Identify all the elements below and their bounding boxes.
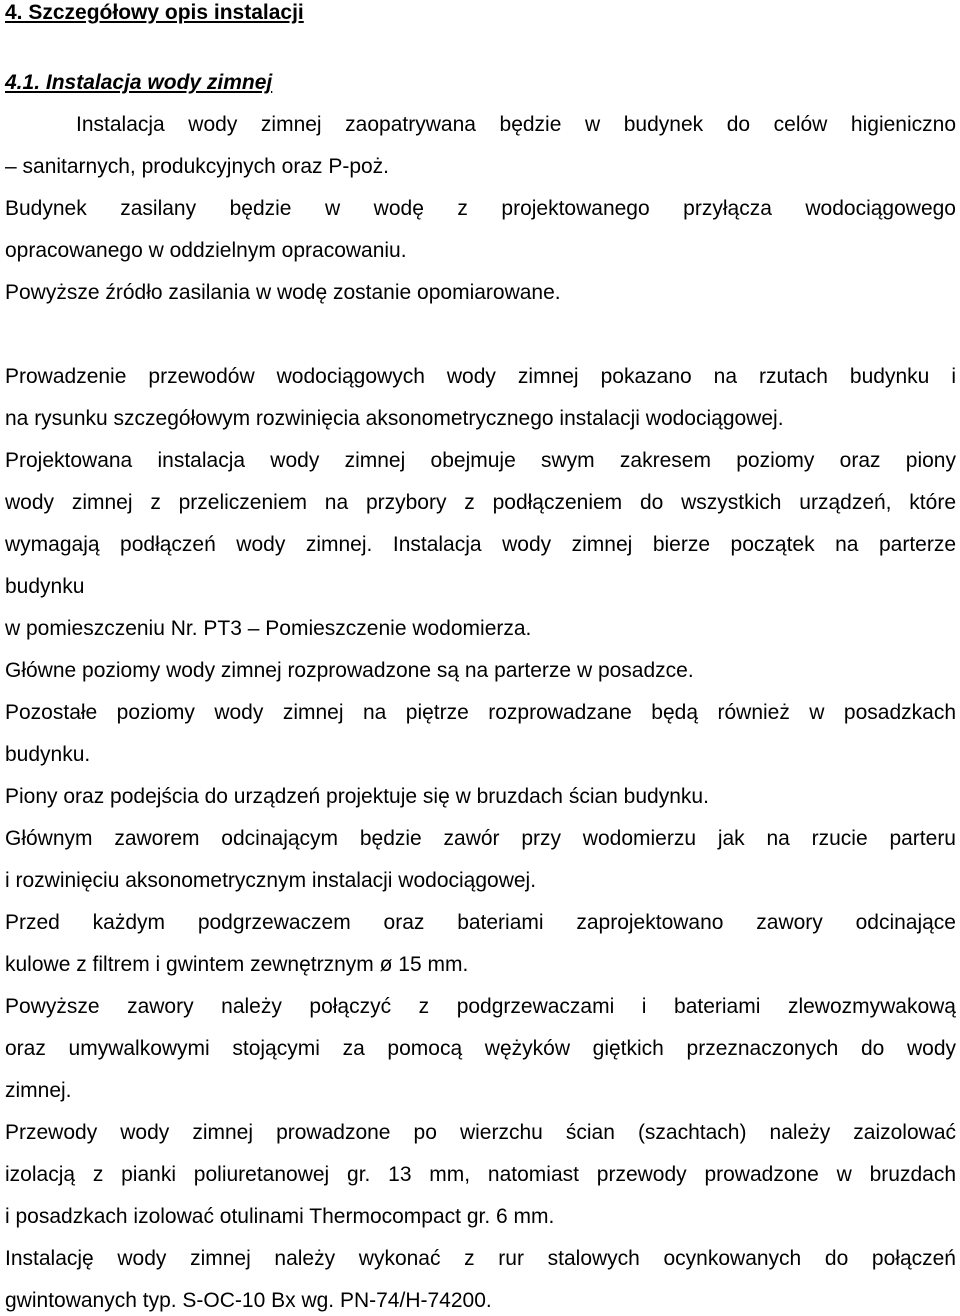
- paragraph-line: oraz umywalkowymi stojącymi za pomocą wężyków giętkich przeznaczonych do wody: [5, 1037, 956, 1060]
- paragraph-line: – sanitarnych, produkcyjnych oraz P-poż.: [5, 155, 390, 178]
- paragraph-line: Instalacja wody zimnej zaopatrywana będzie w budynek do celów higieniczno: [76, 113, 956, 136]
- subsection-heading: 4.1. Instalacja wody zimnej: [5, 71, 273, 94]
- paragraph-line: i rozwinięciu aksonometrycznym instalacji wodociągowej.: [5, 869, 537, 892]
- paragraph-line: wymagają podłączeń wody zimnej. Instalacja wody zimnej bierze początek na parterze: [5, 533, 956, 556]
- paragraph-line: Główne poziomy wody zimnej rozprowadzone są na parterze w posadzce.: [5, 659, 694, 682]
- paragraph-line: gwintowanych typ. S-OC-10 Bx wg. PN-74/H-74200.: [5, 1289, 492, 1312]
- paragraph-line: Głównym zaworem odcinającym będzie zawór przy wodomierzu jak na rzucie parteru: [5, 827, 956, 850]
- paragraph-line: i posadzkach izolować otulinami Thermocompact gr. 6 mm.: [5, 1205, 555, 1228]
- paragraph-line: kulowe z filtrem i gwintem zewnętrznym ø 15 mm.: [5, 953, 469, 976]
- paragraph-line: zimnej.: [5, 1079, 72, 1102]
- paragraph-line: na rysunku szczegółowym rozwinięcia aksonometrycznego instalacji wodociągowej.: [5, 407, 784, 430]
- paragraph-line: Przewody wody zimnej prowadzone po wierzchu ścian (szachtach) należy zaizolować: [5, 1121, 956, 1144]
- paragraph-line: Instalację wody zimnej należy wykonać z rur stalowych ocynkowanych do połączeń: [5, 1247, 956, 1270]
- paragraph-line: Budynek zasilany będzie w wodę z projektowanego przyłącza wodociągowego: [5, 197, 956, 220]
- paragraph-line: izolacją z pianki poliuretanowej gr. 13 mm, natomiast przewody prowadzone w bruzdach: [5, 1163, 956, 1186]
- paragraph-line: Prowadzenie przewodów wodociągowych wody zimnej pokazano na rzutach budynku i: [5, 365, 956, 388]
- paragraph-line: Pozostałe poziomy wody zimnej na piętrze rozprowadzane będą również w posadzkach: [5, 701, 956, 724]
- paragraph-line: Przed każdym podgrzewaczem oraz bateriami zaprojektowano zawory odcinające: [5, 911, 956, 934]
- paragraph-line: budynku.: [5, 743, 91, 766]
- paragraph-line: wody zimnej z przeliczeniem na przybory z podłączeniem do wszystkich urządzeń, które: [5, 491, 956, 514]
- section-heading: 4. Szczegółowy opis instalacji: [5, 1, 304, 24]
- paragraph-line: Powyższe zawory należy połączyć z podgrzewaczami i bateriami zlewozmywakową: [5, 995, 956, 1018]
- paragraph-line: Piony oraz podejścia do urządzeń projektuje się w bruzdach ścian budynku.: [5, 785, 709, 808]
- paragraph-line: Powyższe źródło zasilania w wodę zostanie opomiarowane.: [5, 281, 561, 304]
- paragraph-line: opracowanego w oddzielnym opracowaniu.: [5, 239, 407, 262]
- paragraph-line: w pomieszczeniu Nr. PT3 – Pomieszczenie wodomierza.: [5, 617, 532, 640]
- paragraph-line: budynku: [5, 575, 85, 598]
- paragraph-line: Projektowana instalacja wody zimnej obejmuje swym zakresem poziomy oraz piony: [5, 449, 956, 472]
